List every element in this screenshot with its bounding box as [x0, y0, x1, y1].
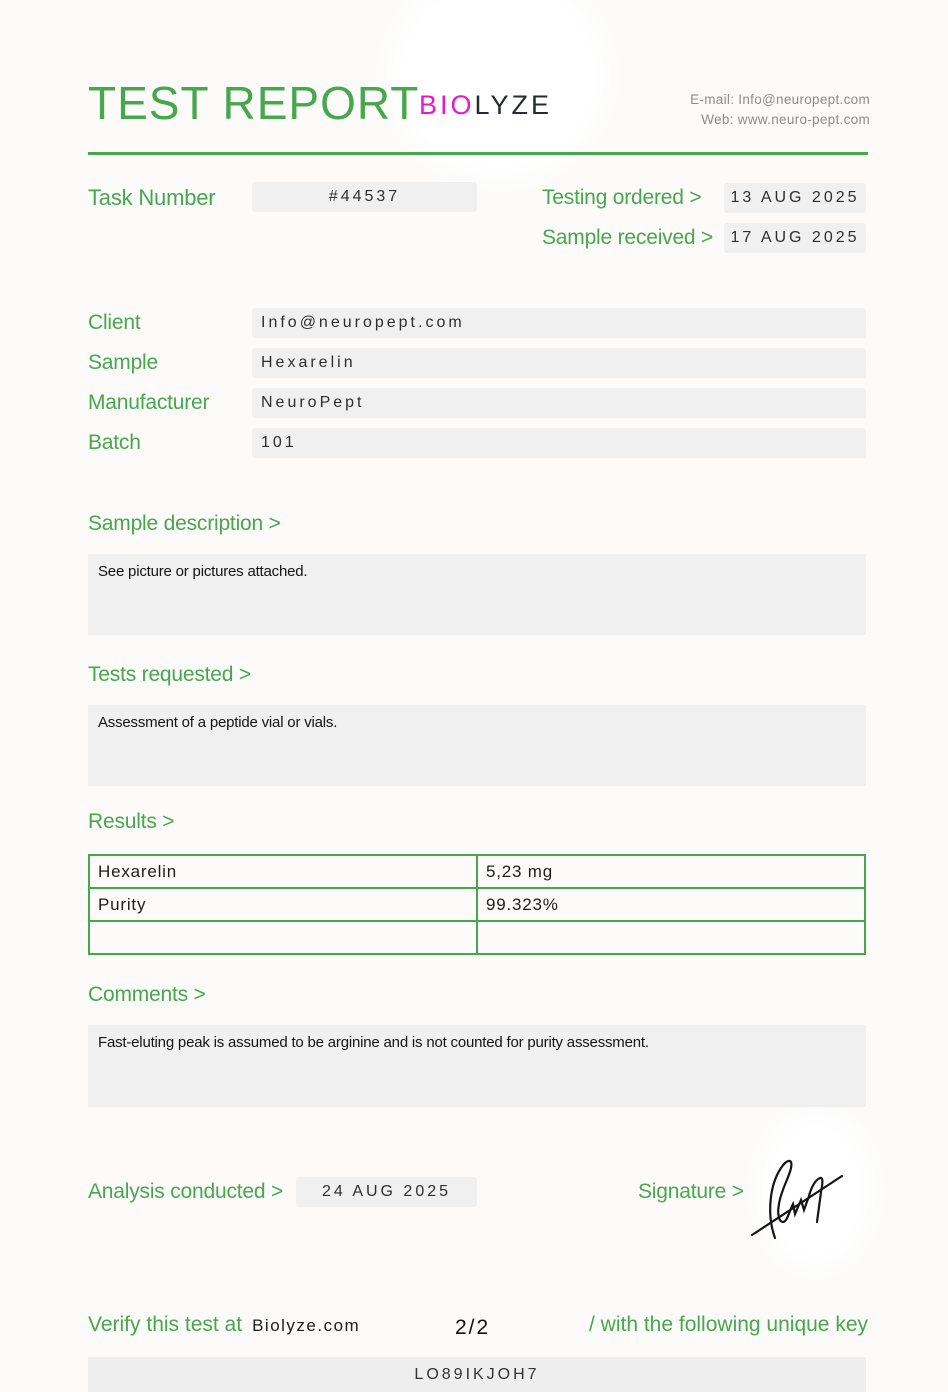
client-label: Client	[88, 311, 141, 334]
table-row	[89, 921, 865, 954]
analysis-date-value: 24 AUG 2025	[296, 1177, 477, 1207]
page-title: TEST REPORT	[88, 77, 420, 129]
manufacturer-label: Manufacturer	[88, 391, 210, 414]
brand-logo-lyze: LYZE	[474, 90, 553, 120]
task-number-label: Task Number	[88, 185, 216, 210]
header-divider	[88, 152, 868, 155]
client-value: Info@neuropept.com	[252, 308, 866, 338]
result-purity-label-cell: Purity	[89, 888, 477, 921]
result-empty-cell	[89, 921, 477, 954]
comments-heading: Comments >	[88, 983, 206, 1006]
table-row	[89, 888, 865, 921]
verify-prefix: Verify this test at	[88, 1313, 243, 1336]
brand-logo-bio: BIO	[419, 90, 475, 120]
results-table	[88, 854, 866, 955]
batch-label: Batch	[88, 431, 141, 454]
table-row	[89, 855, 865, 888]
sample-description-body: See picture or pictures attached.	[88, 554, 866, 635]
batch-value: 101	[252, 428, 866, 458]
contact-email[interactable]: E-mail: Info@neuropept.com	[690, 92, 870, 107]
contact-block	[690, 90, 870, 131]
tests-requested-heading: Tests requested >	[88, 663, 251, 686]
testing-ordered-value: 13 AUG 2025	[724, 183, 866, 213]
comments-body: Fast-eluting peak is assumed to be arginine and is not counted for purity assessment.	[88, 1025, 866, 1107]
verify-text-left	[88, 1313, 360, 1337]
signature-label: Signature >	[638, 1180, 744, 1203]
signature-image	[747, 1138, 847, 1248]
verify-suffix: / with the following unique key	[589, 1313, 868, 1336]
contact-web[interactable]: Web: www.neuro-pept.com	[701, 112, 870, 128]
manufacturer-value: NeuroPept	[252, 388, 866, 418]
verify-site-link[interactable]: Biolyze.com	[252, 1316, 361, 1335]
sample-received-value: 17 AUG 2025	[724, 223, 866, 253]
result-purity-value-cell: 99.323%	[477, 888, 865, 921]
analysis-conducted-label: Analysis conducted >	[88, 1180, 284, 1203]
result-analyte-cell: Hexarelin	[89, 855, 477, 888]
page-indicator: 2/2	[455, 1316, 491, 1339]
sample-description-heading: Sample description >	[88, 512, 281, 535]
results-heading: Results >	[88, 810, 175, 833]
result-empty-cell	[477, 921, 865, 954]
tests-requested-body: Assessment of a peptide vial or vials.	[88, 705, 866, 786]
sample-label: Sample	[88, 351, 159, 374]
sample-value: Hexarelin	[252, 348, 866, 378]
sample-received-label: Sample received >	[542, 226, 714, 249]
task-number-value: #44537	[252, 182, 477, 212]
result-amount-cell: 5,23 mg	[477, 855, 865, 888]
unique-key-value: LO89IKJOH7	[88, 1357, 866, 1392]
testing-ordered-label: Testing ordered >	[542, 186, 702, 209]
brand-logo	[419, 90, 552, 121]
